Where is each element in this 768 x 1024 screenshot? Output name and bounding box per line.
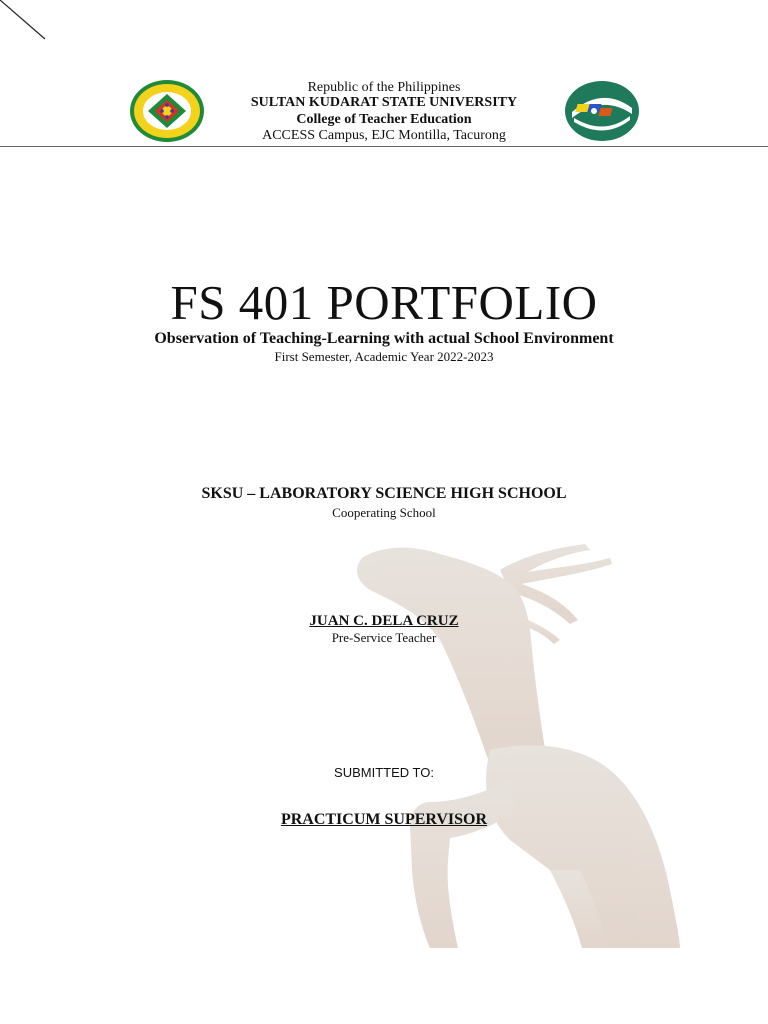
student-name: JUAN C. DELA CRUZ bbox=[309, 613, 459, 629]
student-role: Pre-Service Teacher bbox=[331, 630, 437, 645]
portfolio-subtitle: Observation of Teaching-Learning with actual School Environment bbox=[154, 330, 614, 347]
header-campus: ACCESS Campus, EJC Montilla, Tacurong bbox=[262, 128, 506, 143]
supervisor-block bbox=[0, 811, 768, 829]
header-republic: Republic of the Philippines bbox=[307, 80, 461, 95]
corner-mark bbox=[0, 0, 50, 45]
cooperating-school-label: Cooperating School bbox=[332, 505, 436, 520]
header-university: SULTAN KUDARAT STATE UNIVERSITY bbox=[250, 95, 518, 110]
header-divider bbox=[0, 146, 768, 147]
deer-statue-image bbox=[350, 540, 690, 950]
header-college: College of Teacher Education bbox=[296, 112, 472, 127]
portfolio-title: FS 401 PORTFOLIO bbox=[170, 275, 598, 330]
submitted-to-label: SUBMITTED TO: bbox=[334, 765, 434, 780]
supervisor-name: PRACTICUM SUPERVISOR bbox=[280, 811, 488, 828]
student-block bbox=[0, 612, 768, 630]
semester-line: First Semester, Academic Year 2022-2023 bbox=[274, 349, 494, 364]
cooperating-school-name: SKSU – LABORATORY SCIENCE HIGH SCHOOL bbox=[201, 485, 567, 502]
